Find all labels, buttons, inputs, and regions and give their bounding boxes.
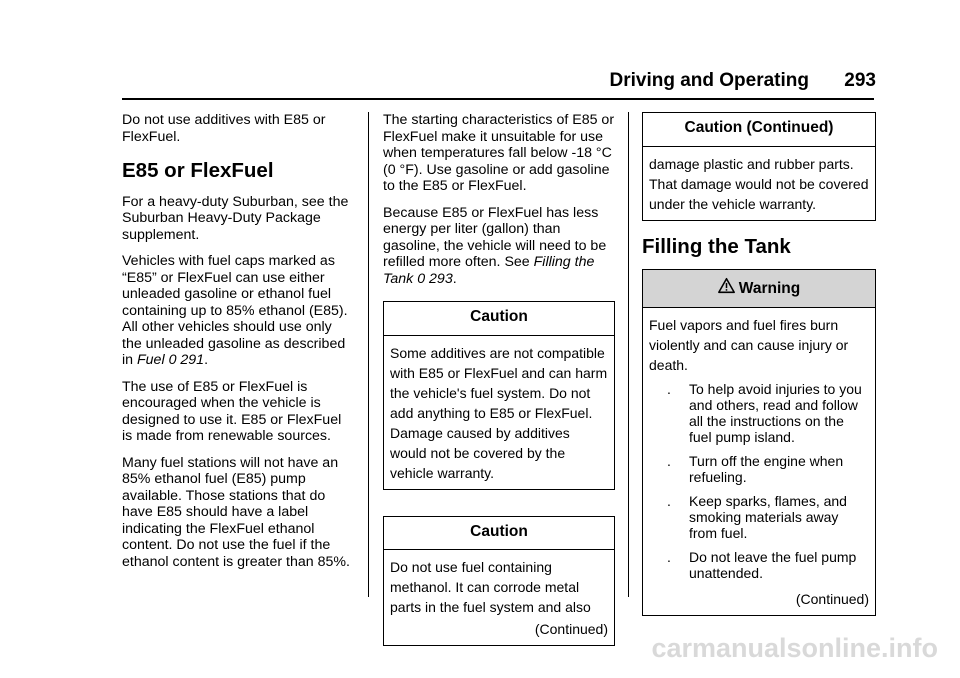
warning-bullet-list	[649, 381, 869, 581]
bullet-marker: .	[667, 452, 671, 469]
bullet-marker: .	[667, 548, 671, 565]
paragraph-text: Because E85 or FlexFuel has less energy per liter (gallon) than gasoline, the vehicle will need to be refilled more often. See	[383, 204, 607, 270]
page-ref-arrow-icon: 0	[168, 352, 177, 368]
column-2	[383, 112, 615, 662]
xref-label: Filling the Tank	[383, 254, 595, 287]
continued-label: (Continued)	[534, 621, 608, 637]
list-item	[649, 549, 869, 581]
bullet-text: Keep sparks, flames, and smoking materials away from fuel.	[689, 492, 847, 541]
paragraph	[122, 253, 354, 369]
paragraph: For a heavy-duty Suburban, see the Suburban Heavy-Duty Package supplement.	[122, 193, 349, 243]
list-item	[649, 493, 869, 541]
paragraph: The use of E85 or FlexFuel is encouraged when the vehicle is designed to use it. E85 or FlexFuel is made from renewable sources.	[122, 378, 342, 444]
column-3	[642, 112, 876, 632]
punctuation: .	[204, 352, 209, 368]
section-title: Driving and Operating	[609, 70, 810, 91]
warning-triangle-icon	[718, 277, 735, 294]
page-header	[609, 70, 876, 92]
caution-body	[384, 550, 614, 645]
caution-title: Caution (Continued)	[643, 113, 875, 147]
caution-title: Caution	[384, 517, 614, 551]
page-number: 293	[844, 70, 876, 91]
warning-box	[642, 269, 876, 616]
xref-link-fuel[interactable]	[137, 352, 204, 368]
column-divider	[628, 112, 629, 597]
list-item	[649, 453, 869, 485]
header-rule	[122, 98, 874, 100]
column-1	[122, 112, 354, 580]
continued-label: (Continued)	[795, 590, 869, 607]
paragraph: The starting characteristics of E85 or FlexFuel make it unsuitable for use when temperatures fall below -18 °C (0 °F). Use gasoline or add gasoline to the E85 or FlexFuel.	[383, 112, 615, 194]
paragraph: Many fuel stations will not have an 85% ethanol fuel (E85) pump available. Those stations that do have E85 should have a label indicating the FlexFuel ethanol content. Do not use the fuel if the ethanol content is greater than 85%.	[122, 454, 350, 570]
watermark-logo: carmanualsonline.info	[651, 633, 938, 663]
xref-label: Fuel	[137, 352, 165, 368]
caution-title: Caution	[384, 302, 614, 336]
bullet-text: To help avoid injuries to you and others, read and follow all the instructions on the fuel pump island.	[689, 380, 862, 445]
page-ref-arrow-icon: 0	[417, 270, 426, 287]
column-divider	[368, 112, 369, 597]
section-heading-e85: E85 or FlexFuel	[122, 159, 274, 182]
bullet-marker: .	[667, 380, 671, 397]
caution-box-additives	[383, 301, 615, 490]
xref-page: 293	[429, 270, 453, 287]
caution-box-continued	[642, 112, 876, 221]
bullet-marker: .	[667, 492, 671, 509]
list-item	[649, 381, 869, 445]
xref-page: 291	[180, 352, 205, 368]
bullet-text: Do not leave the fuel pump unattended.	[689, 548, 857, 581]
caution-body: Some additives are not compatible with E85 or FlexFuel and can harm the vehicle's fuel system. Do not add anything to E85 or FlexFuel. Damage caused by additives would not be covered by the vehicle warranty.	[390, 344, 608, 481]
caution-body: damage plastic and rubber parts. That damage would not be covered under the vehicle warranty.	[649, 155, 869, 212]
warning-title-bar	[643, 270, 875, 308]
punctuation: .	[452, 270, 457, 287]
warning-body	[643, 308, 875, 615]
caution-box-methanol	[383, 516, 615, 647]
paragraph	[383, 205, 615, 288]
bullet-text: Turn off the engine when refueling.	[689, 452, 844, 485]
warning-intro: Fuel vapors and fuel fires burn violently and can cause injury or death.	[649, 316, 849, 373]
warning-title: Warning	[738, 280, 801, 297]
caution-text: Do not use fuel containing methanol. It can corrode metal parts in the fuel system and also	[390, 559, 591, 615]
section-heading-filling-tank: Filling the Tank	[642, 234, 791, 258]
paragraph-text: Vehicles with fuel caps marked as “E85” or FlexFuel can use either unleaded gasoline or ethanol fuel containing up to 85% ethanol (E85). All other vehicles should use only the unleaded gasoline as described in	[122, 253, 348, 368]
paragraph: Do not use additives with E85 or FlexFuel.	[122, 112, 326, 145]
